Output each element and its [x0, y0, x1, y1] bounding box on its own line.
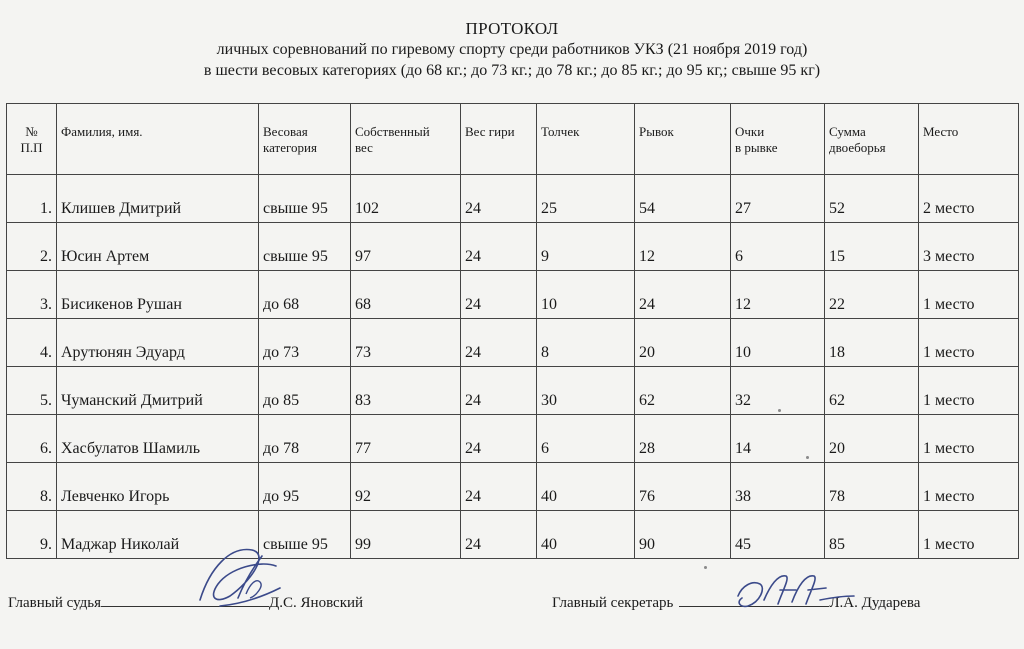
cell-jerk: 6: [537, 415, 635, 463]
cell-total: 62: [825, 367, 919, 415]
cell-num: 4.: [7, 319, 57, 367]
cell-snatch: 28: [635, 415, 731, 463]
cell-name: Чуманский Дмитрий: [57, 367, 259, 415]
column-header: Очки в рывке: [731, 104, 825, 175]
table-row: [7, 223, 1019, 271]
cell-category: до 73: [259, 319, 351, 367]
judge-label: Главный судья: [8, 595, 102, 611]
cell-snatch: 20: [635, 319, 731, 367]
cell-kettlebell: 24: [461, 319, 537, 367]
column-header: Сумма двоеборья: [825, 104, 919, 175]
cell-total: 52: [825, 175, 919, 223]
cell-own-weight: 77: [351, 415, 461, 463]
secretary-label: Главный секретарь: [552, 595, 674, 611]
secretary-name: Л.А. Дударева: [829, 595, 921, 611]
cell-jerk: 9: [537, 223, 635, 271]
cell-place: 3 место: [919, 223, 1019, 271]
cell-num: 3.: [7, 271, 57, 319]
column-header: Рывок: [635, 104, 731, 175]
cell-snatch-points: 27: [731, 175, 825, 223]
cell-place: 1 место: [919, 415, 1019, 463]
cell-name: Арутюнян Эдуард: [57, 319, 259, 367]
cell-kettlebell: 24: [461, 223, 537, 271]
cell-jerk: 40: [537, 463, 635, 511]
cell-category: до 78: [259, 415, 351, 463]
cell-place: 2 место: [919, 175, 1019, 223]
cell-category: свыше 95: [259, 223, 351, 271]
column-header: Вес гири: [461, 104, 537, 175]
cell-place: 1 место: [919, 319, 1019, 367]
cell-own-weight: 73: [351, 319, 461, 367]
cell-own-weight: 102: [351, 175, 461, 223]
cell-jerk: 30: [537, 367, 635, 415]
cell-num: 9.: [7, 511, 57, 559]
table-row: [7, 415, 1019, 463]
column-header: Весовая категория: [259, 104, 351, 175]
paper-speck: [806, 456, 809, 459]
cell-kettlebell: 24: [461, 271, 537, 319]
table-header-row: [7, 104, 1019, 175]
cell-place: 1 место: [919, 511, 1019, 559]
table-row: [7, 463, 1019, 511]
cell-place: 1 место: [919, 367, 1019, 415]
paper-speck: [778, 409, 781, 412]
cell-name: Юсин Артем: [57, 223, 259, 271]
cell-total: 18: [825, 319, 919, 367]
results-table: [6, 103, 1019, 559]
cell-jerk: 10: [537, 271, 635, 319]
cell-snatch: 76: [635, 463, 731, 511]
column-header: Фамилия, имя.: [57, 104, 259, 175]
cell-total: 78: [825, 463, 919, 511]
cell-snatch-points: 32: [731, 367, 825, 415]
table-row: [7, 175, 1019, 223]
cell-category: свыше 95: [259, 511, 351, 559]
cell-own-weight: 99: [351, 511, 461, 559]
cell-num: 6.: [7, 415, 57, 463]
cell-num: 5.: [7, 367, 57, 415]
column-header: Место: [919, 104, 1019, 175]
cell-name: Клишев Дмитрий: [57, 175, 259, 223]
secretary-signature-line: [679, 592, 829, 607]
weight-categories-line: в шести весовых категориях (до 68 кг.; до 73 кг.; до 78 кг.; до 85 кг.; до 95 кг,; свыше 95 кг): [203, 62, 821, 79]
document-subtitle: личных соревнований по гиревому спорту среди работников УКЗ (21 ноября 2019 год): [216, 41, 808, 58]
cell-name: Бисикенов Рушан: [57, 271, 259, 319]
cell-own-weight: 92: [351, 463, 461, 511]
cell-num: 2.: [7, 223, 57, 271]
cell-kettlebell: 24: [461, 415, 537, 463]
cell-snatch: 90: [635, 511, 731, 559]
cell-kettlebell: 24: [461, 511, 537, 559]
cell-num: 8.: [7, 463, 57, 511]
cell-snatch-points: 12: [731, 271, 825, 319]
cell-snatch: 12: [635, 223, 731, 271]
judge-name: Д.С. Яновский: [269, 595, 364, 611]
cell-jerk: 25: [537, 175, 635, 223]
cell-snatch-points: 10: [731, 319, 825, 367]
cell-kettlebell: 24: [461, 463, 537, 511]
column-header: Толчек: [537, 104, 635, 175]
column-header: № П.П: [7, 104, 57, 175]
cell-snatch-points: 38: [731, 463, 825, 511]
cell-name: Хасбулатов Шамиль: [57, 415, 259, 463]
cell-total: 15: [825, 223, 919, 271]
table-row: [7, 271, 1019, 319]
cell-snatch: 62: [635, 367, 731, 415]
table-row: [7, 511, 1019, 559]
table-row: [7, 367, 1019, 415]
cell-category: до 95: [259, 463, 351, 511]
cell-place: 1 место: [919, 271, 1019, 319]
column-header: Собственный вес: [351, 104, 461, 175]
cell-name: Левченко Игорь: [57, 463, 259, 511]
cell-own-weight: 83: [351, 367, 461, 415]
cell-snatch-points: 6: [731, 223, 825, 271]
cell-category: свыше 95: [259, 175, 351, 223]
cell-snatch-points: 45: [731, 511, 825, 559]
judge-signature-block: [8, 592, 363, 612]
table-row: [7, 319, 1019, 367]
cell-total: 20: [825, 415, 919, 463]
cell-name: Маджар Николай: [57, 511, 259, 559]
cell-snatch-points: 14: [731, 415, 825, 463]
cell-snatch: 54: [635, 175, 731, 223]
cell-kettlebell: 24: [461, 175, 537, 223]
cell-jerk: 40: [537, 511, 635, 559]
cell-jerk: 8: [537, 319, 635, 367]
document-title: ПРОТОКОЛ: [465, 19, 559, 38]
cell-kettlebell: 24: [461, 367, 537, 415]
secretary-signature-block: [552, 592, 920, 612]
cell-snatch: 24: [635, 271, 731, 319]
cell-category: до 85: [259, 367, 351, 415]
cell-num: 1.: [7, 175, 57, 223]
cell-own-weight: 97: [351, 223, 461, 271]
judge-signature-line: [101, 592, 269, 607]
cell-category: до 68: [259, 271, 351, 319]
cell-total: 22: [825, 271, 919, 319]
cell-place: 1 место: [919, 463, 1019, 511]
cell-total: 85: [825, 511, 919, 559]
document-header: [0, 18, 1024, 81]
cell-own-weight: 68: [351, 271, 461, 319]
paper-speck: [704, 566, 707, 569]
